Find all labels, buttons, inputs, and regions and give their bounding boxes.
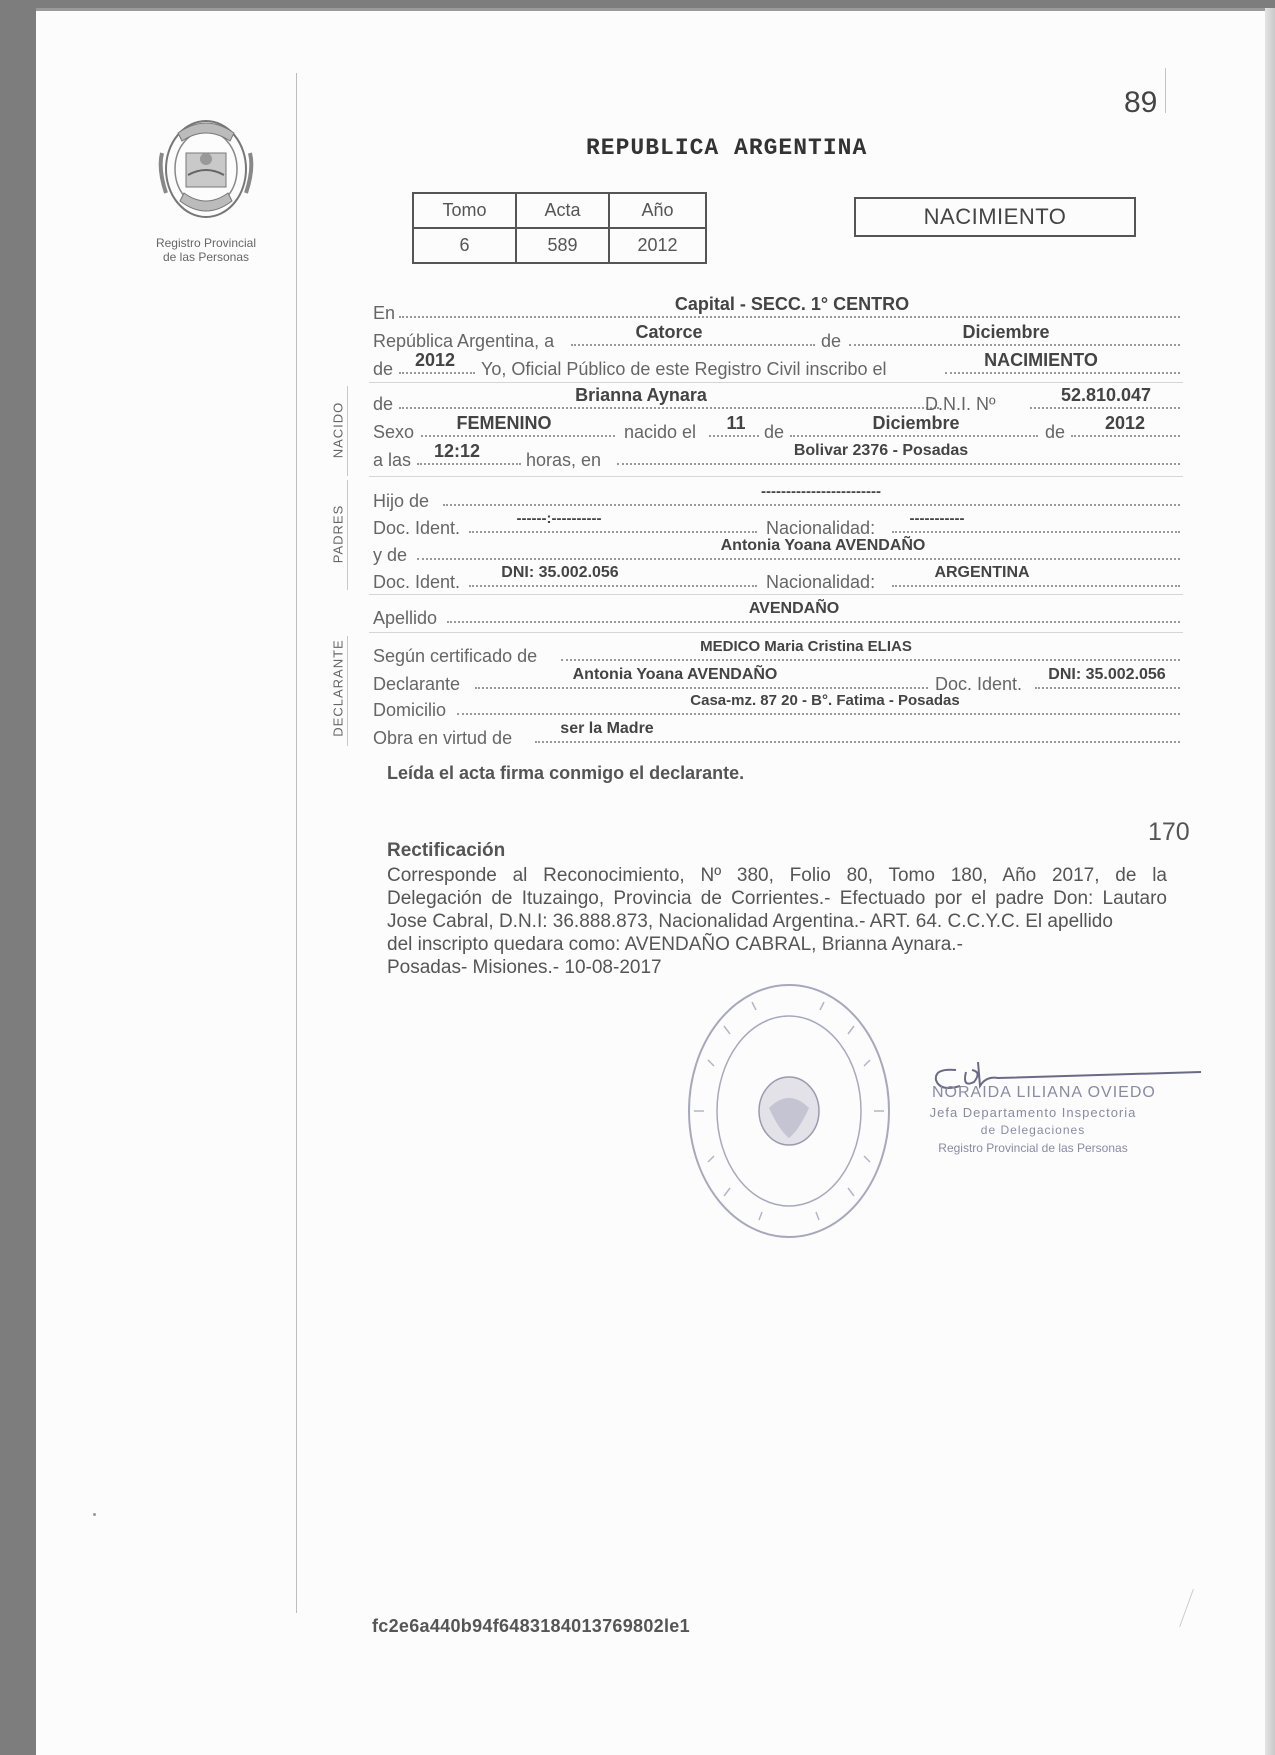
anio-value: 2012 bbox=[609, 228, 706, 263]
annotation-number: 170 bbox=[1148, 818, 1190, 846]
dni-label: D.N.I. Nº bbox=[925, 394, 996, 414]
signatory-department: de Delegaciones bbox=[980, 1123, 1086, 1137]
dotted-line bbox=[1035, 687, 1180, 689]
nombre-de-label: de bbox=[373, 394, 394, 414]
declarant-doc-value: DNI: 35.002.056 bbox=[1048, 666, 1166, 683]
row-en bbox=[373, 295, 1183, 323]
dotted-line bbox=[945, 372, 1180, 374]
dotted-line bbox=[849, 344, 1180, 346]
year-value: 2012 bbox=[414, 350, 456, 370]
declarant-name-value: Antonia Yoana AVENDAÑO bbox=[572, 666, 778, 683]
dotted-line bbox=[1071, 435, 1180, 437]
mother-nationality-value: ARGENTINA bbox=[934, 564, 1030, 581]
nacionalidad-label: Nacionalidad: bbox=[766, 572, 876, 592]
provincial-coat-of-arms-icon bbox=[156, 113, 256, 225]
y-de-label: y de bbox=[373, 545, 408, 565]
section-separator bbox=[369, 594, 1183, 595]
row-ydE bbox=[373, 537, 1183, 565]
birth-year-value: 2012 bbox=[1104, 413, 1146, 433]
dotted-line bbox=[709, 435, 759, 437]
reading-statement: Leída el acta firma conmigo el declarante. bbox=[387, 763, 745, 783]
en-label: En bbox=[373, 303, 396, 323]
dotted-line bbox=[399, 372, 475, 374]
father-nationality-value: ----------- bbox=[909, 510, 965, 527]
record-type-box: NACIMIENTO bbox=[854, 197, 1136, 237]
signatory-title: Jefa Departamento Inspectoria bbox=[929, 1105, 1137, 1120]
row-certificado bbox=[373, 638, 1183, 666]
row-domicilio bbox=[373, 692, 1183, 720]
tomo-value: 6 bbox=[413, 228, 516, 263]
nacido-side-label: NACIDO bbox=[330, 401, 346, 459]
tomo-header: Tomo bbox=[413, 193, 516, 228]
scan-mark bbox=[1179, 1589, 1194, 1627]
dotted-line bbox=[399, 316, 1180, 318]
row-apellido bbox=[373, 600, 1183, 628]
dotted-line bbox=[790, 435, 1038, 437]
logo-caption bbox=[126, 236, 286, 264]
inscription-type-value: NACIMIENTO bbox=[984, 350, 1098, 370]
section-separator bbox=[369, 382, 1183, 383]
page-edge bbox=[1265, 8, 1275, 1755]
birth-time-value: 12:12 bbox=[433, 441, 481, 461]
document-hash: fc2e6a440b94f6483184013769802le1 bbox=[372, 1616, 690, 1636]
document-title: REPUBLICA ARGENTINA bbox=[586, 135, 868, 161]
anio-header: Año bbox=[609, 193, 706, 228]
certificado-label: Según certificado de bbox=[373, 646, 538, 666]
apellido-label: Apellido bbox=[373, 608, 438, 628]
row-obra bbox=[373, 720, 1183, 748]
dotted-line bbox=[457, 713, 1180, 715]
mother-doc-value: DNI: 35.002.056 bbox=[501, 564, 619, 581]
oficial-text: Yo, Oficial Público de este Registro Civil inscribo el bbox=[481, 359, 887, 379]
day-value: Catorce bbox=[635, 322, 703, 342]
dotted-line bbox=[443, 504, 1180, 506]
certificate-value: MEDICO Maria Cristina ELIAS bbox=[700, 638, 912, 655]
birth-place-value: Bolivar 2376 - Posadas bbox=[793, 442, 969, 459]
dotted-line bbox=[571, 344, 815, 346]
doc-ident-label: Doc. Ident. bbox=[935, 674, 1023, 694]
doc-ident-label: Doc. Ident. bbox=[373, 572, 461, 592]
a-las-label: a las bbox=[373, 450, 412, 470]
dotted-line bbox=[417, 558, 1180, 560]
dotted-line bbox=[617, 463, 1180, 465]
top-edge bbox=[36, 8, 1275, 11]
nacido-sidebar-line bbox=[347, 386, 348, 476]
nac-de2-label: de bbox=[1045, 422, 1066, 442]
de-prefix-label: de bbox=[373, 359, 394, 379]
dotted-line bbox=[399, 407, 939, 409]
dotted-line bbox=[447, 621, 1180, 623]
rectification-line: Jose Cabral, D.N.I: 36.888.873, Nacionalidad Argentina.- ART. 64. C.C.Y.C. El apellido bbox=[387, 911, 1113, 932]
nacido-el-label: nacido el bbox=[624, 422, 697, 442]
registry-value-row bbox=[413, 228, 706, 263]
nacionalidad-label: Nacionalidad: bbox=[766, 518, 876, 538]
section-separator bbox=[369, 476, 1183, 477]
dotted-line bbox=[417, 463, 521, 465]
padres-sidebar-line bbox=[347, 480, 348, 590]
row-hora bbox=[373, 442, 1183, 470]
margin-line bbox=[296, 73, 297, 1613]
acta-value: 589 bbox=[516, 228, 609, 263]
declarante-label: Declarante bbox=[373, 674, 461, 694]
row-sexo bbox=[373, 414, 1183, 442]
rectification-line: Posadas- Misiones.- 10-08-2017 bbox=[387, 957, 662, 978]
declarante-side-label: DECLARANTE bbox=[330, 639, 346, 737]
nac-de-label: de bbox=[764, 422, 785, 442]
official-seal-icon bbox=[684, 980, 894, 1242]
dotted-line bbox=[475, 687, 928, 689]
dotted-line bbox=[421, 435, 615, 437]
birth-month-value: Diciembre bbox=[872, 413, 960, 433]
rectification-line: del inscripto quedara como: AVENDAÑO CABRAL, Brianna Aynara.- bbox=[387, 934, 963, 955]
dni-value: 52.810.047 bbox=[1060, 385, 1152, 405]
sexo-value: FEMENINO bbox=[456, 413, 552, 433]
dotted-line bbox=[469, 531, 757, 533]
section-separator bbox=[369, 632, 1183, 633]
row-nombre bbox=[373, 386, 1183, 414]
republica-label: República Argentina, a bbox=[373, 331, 555, 351]
page-number: 89 bbox=[1124, 86, 1158, 119]
declarante-sidebar-line bbox=[347, 636, 348, 746]
signatory-office: Registro Provincial de las Personas bbox=[938, 1141, 1128, 1155]
signatory-name: NORAIDA LILIANA OVIEDO bbox=[932, 1084, 1156, 1101]
row-oficial bbox=[373, 351, 1183, 379]
logo-caption-line1: Registro Provincial bbox=[155, 236, 257, 250]
father-doc-value: ------:---------- bbox=[516, 510, 602, 527]
document-page bbox=[36, 8, 1275, 1755]
birth-day-value: 11 bbox=[726, 413, 746, 433]
de-label: de bbox=[821, 331, 842, 351]
domicilio-label: Domicilio bbox=[373, 700, 447, 720]
dotted-line bbox=[1030, 407, 1180, 409]
row-hijo bbox=[373, 483, 1183, 511]
logo-caption-line2: de las Personas bbox=[162, 250, 250, 264]
hijo-de-label: Hijo de bbox=[373, 491, 430, 511]
registry-table bbox=[412, 192, 707, 264]
father-name-value: ------------------------ bbox=[761, 483, 881, 500]
dotted-line bbox=[535, 741, 1180, 743]
rectification-line: Delegación de Ituzaingo, Provincia de Corrientes.- Efectuado por el padre Don: Lautaro bbox=[387, 888, 1167, 909]
rectification-line: Corresponde al Reconocimiento, Nº 380, Folio 80, Tomo 180, Año 2017, de la bbox=[387, 865, 1167, 886]
row-doc2 bbox=[373, 564, 1183, 592]
row-republica bbox=[373, 323, 1183, 351]
capacity-value: ser la Madre bbox=[560, 720, 654, 737]
obra-label: Obra en virtud de bbox=[373, 728, 513, 748]
month-value: Diciembre bbox=[962, 322, 1050, 342]
place-value: Capital - SECC. 1° CENTRO bbox=[674, 294, 910, 314]
acta-header: Acta bbox=[516, 193, 609, 228]
horas-en-label: horas, en bbox=[526, 450, 602, 470]
child-name-value: Brianna Aynara bbox=[575, 385, 707, 405]
dotted-line bbox=[469, 585, 757, 587]
dotted-line bbox=[561, 659, 1180, 661]
mother-name-value: Antonia Yoana AVENDAÑO bbox=[720, 537, 926, 554]
margin-line-right bbox=[1165, 68, 1166, 113]
sexo-label: Sexo bbox=[373, 422, 415, 442]
row-doc1 bbox=[373, 510, 1183, 538]
dotted-line bbox=[892, 531, 1180, 533]
padres-side-label: PADRES bbox=[330, 504, 346, 564]
address-value: Casa-mz. 87 20 - B°. Fatima - Posadas bbox=[690, 692, 960, 709]
dotted-line bbox=[892, 585, 1180, 587]
rectification-title: Rectificación bbox=[387, 840, 506, 861]
surname-value: AVENDAÑO bbox=[748, 600, 840, 617]
registry-header-row bbox=[413, 193, 706, 228]
row-declarante bbox=[373, 666, 1183, 694]
doc-ident-label: Doc. Ident. bbox=[373, 518, 461, 538]
scan-speck bbox=[93, 1513, 96, 1516]
